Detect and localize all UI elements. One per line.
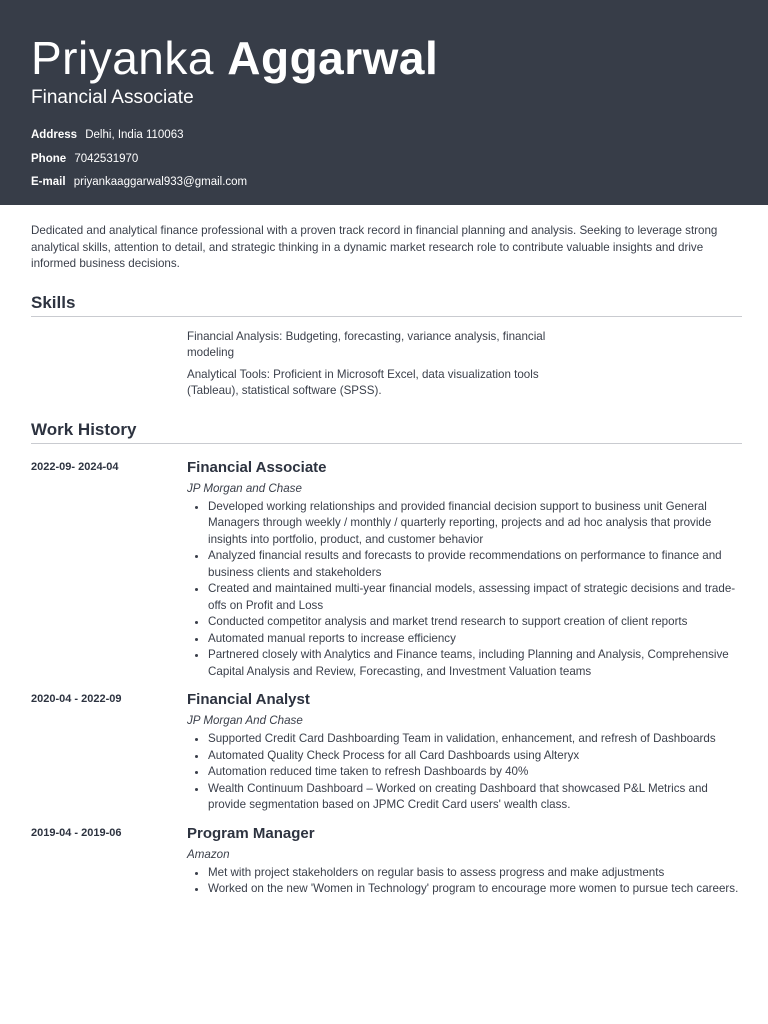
resume-body bbox=[0, 223, 768, 898]
contact-value: 7042531970 bbox=[74, 152, 139, 165]
job-details bbox=[187, 824, 742, 898]
contact-value: priyankaaggarwal933@gmail.com bbox=[73, 176, 248, 188]
job-company: JP Morgan And Chase bbox=[187, 714, 303, 727]
resume-header bbox=[0, 0, 768, 205]
job-bullet: • Analyzed financial results and forecasts to provide recommendations on performance to finance and business clients and stakeholders bbox=[208, 548, 742, 581]
candidate-name bbox=[31, 30, 737, 86]
job-bullet: • Wealth Continuum Dashboard – Worked on creating Dashboard that showcased P&L Metrics and provide segmentation based on JPMC Credit Card users' wealth class. bbox=[208, 781, 742, 814]
last-name: Aggarwal bbox=[227, 32, 439, 84]
contact-label: Address bbox=[31, 129, 78, 141]
job-role: Financial Associate bbox=[187, 458, 327, 476]
job-bullet-list bbox=[187, 731, 742, 814]
job-details bbox=[187, 690, 742, 814]
job-bullet: • Automation reduced time taken to refresh Dashboards by 40% bbox=[208, 764, 742, 781]
job-bullet: • Automated Quality Check Process for all Card Dashboards using Alteryx bbox=[208, 748, 742, 765]
section-title-work-history: Work History bbox=[31, 420, 742, 444]
contact-label: Phone bbox=[31, 152, 67, 165]
job-bullet: • Supported Credit Card Dashboarding Team in validation, enhancement, and refresh of Dashboards bbox=[208, 731, 742, 748]
job-dates: 2022-09- 2024-04 bbox=[31, 460, 119, 473]
job-bullet: • Created and maintained multi-year financial models, assessing impact of strategic decisions and trade-offs on Profit and Loss bbox=[208, 581, 742, 614]
job-bullet: • Developed working relationships and provided financial decision support to business unit General Managers through weekly / monthly / quarterly reporting, projects and ad hoc analysis that provide insights into portfolio, product, and customer behavior bbox=[208, 499, 742, 549]
job-entry bbox=[31, 824, 742, 898]
first-name: Priyanka bbox=[31, 32, 214, 84]
job-bullet: • Automated manual reports to increase efficiency bbox=[208, 631, 742, 648]
job-bullet: • Met with project stakeholders on regular basis to assess progress and make adjustments bbox=[208, 865, 742, 882]
contact-info bbox=[31, 124, 737, 195]
job-company: Amazon bbox=[187, 847, 230, 861]
job-company: JP Morgan and Chase bbox=[187, 481, 302, 495]
job-dates: 2019-04 - 2019-06 bbox=[31, 826, 122, 839]
contact-phone bbox=[31, 148, 737, 172]
job-role: Program Manager bbox=[187, 824, 315, 842]
summary-text: Dedicated and analytical finance professional with a proven track record in financial planning and analysis. Seeking to leverage strong analytical skills, attention to detail, and strategic thinking in a dynamic market research role to contribute valuable insights and drive informed business decisions. bbox=[31, 224, 718, 270]
job-dates: 2020-04 - 2022-09 bbox=[31, 693, 122, 705]
skills-list bbox=[187, 329, 547, 400]
job-details bbox=[187, 458, 742, 681]
job-role: Financial Analyst bbox=[187, 691, 310, 708]
contact-value: Delhi, India 110063 bbox=[85, 129, 184, 141]
job-entry bbox=[31, 690, 742, 814]
contact-address bbox=[31, 124, 737, 148]
job-bullet: • Conducted competitor analysis and market trend research to support creation of client reports bbox=[208, 614, 742, 631]
job-entry bbox=[31, 458, 742, 681]
contact-email bbox=[31, 171, 737, 195]
contact-label: E-mail bbox=[31, 176, 66, 188]
job-bullet-list bbox=[187, 865, 742, 898]
work-history-list bbox=[31, 458, 742, 898]
job-bullet-list bbox=[187, 499, 742, 681]
job-bullet: • Partnered closely with Analytics and Finance teams, including Planning and Analysis, Comprehensive Capital Analysis and Review, Forecasting, and Investment Valuation teams bbox=[208, 647, 742, 680]
candidate-title: Financial Associate bbox=[31, 87, 194, 108]
skill-item: Analytical Tools: Proficient in Microsoft Excel, data visualization tools (Tableau), statistical software (SPSS). bbox=[187, 367, 539, 397]
job-bullet: • Worked on the new 'Women in Technology' program to encourage more women to pursue tech careers. bbox=[208, 881, 742, 898]
skill-item: Financial Analysis: Budgeting, forecasting, variance analysis, financial modeling bbox=[187, 329, 546, 359]
section-title-skills: Skills bbox=[31, 293, 742, 317]
